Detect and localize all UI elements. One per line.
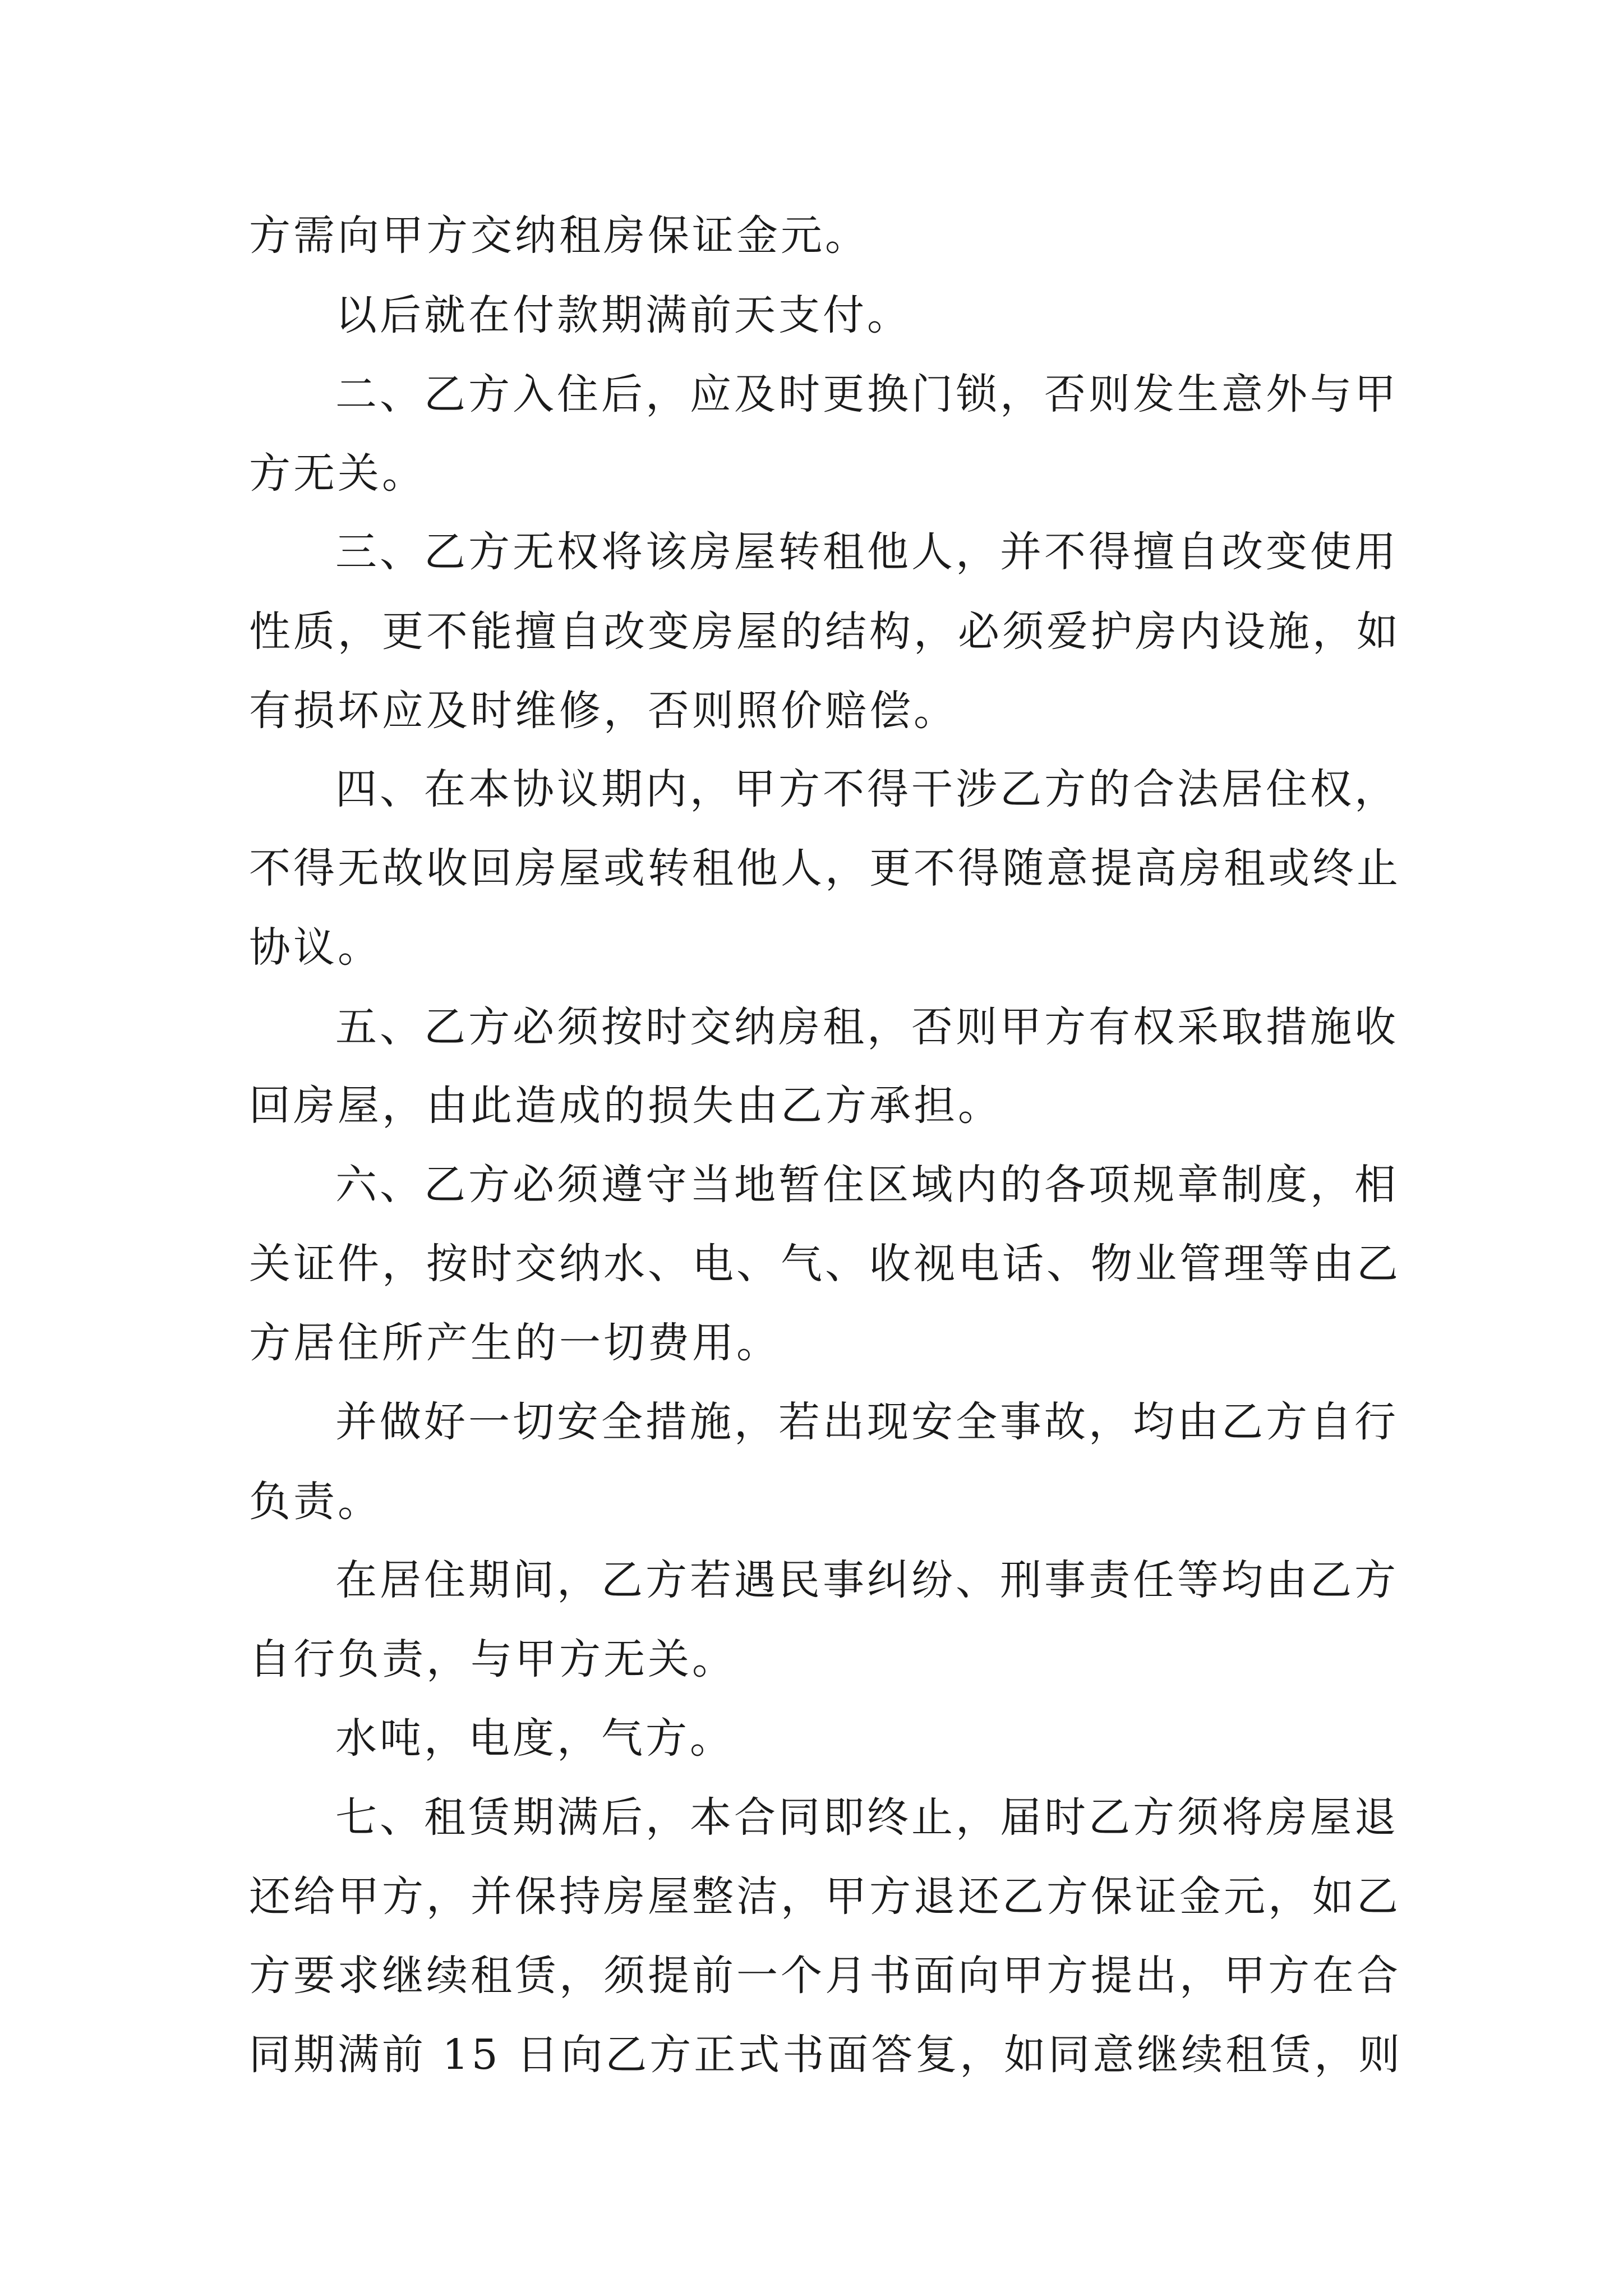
text-line: 协议。 xyxy=(249,923,382,972)
text-line: 方需向甲方交纳租房保证金元。 xyxy=(249,211,869,260)
text-line: 同期满前 15 日向乙方正式书面答复，如同意继续租赁，则 xyxy=(249,2031,1403,2079)
text-line: 五、乙方必须按时交纳房租，否则甲方有权采取措施收 xyxy=(335,1003,1399,1051)
text-line: 六、乙方必须遵守当地暂住区域内的各项规章制度，相 xyxy=(335,1161,1399,1209)
text-line: 性质，更不能擅自改变房屋的结构，必须爱护房内设施，如 xyxy=(249,608,1401,656)
text-line: 并做好一切安全措施，若出现安全事故，均由乙方自行 xyxy=(335,1398,1399,1446)
text-line: 方要求继续租赁，须提前一个月书面向甲方提出，甲方在合 xyxy=(249,1952,1401,2000)
text-line: 关证件，按时交纳水、电、气、收视电话、物业管理等由乙 xyxy=(249,1240,1401,1288)
text-line: 三、乙方无权将该房屋转租他人，并不得擅自改变使用 xyxy=(335,528,1399,576)
text-line: 七、租赁期满后，本合同即终止，届时乙方须将房屋退 xyxy=(335,1793,1399,1842)
text-line: 负责。 xyxy=(249,1478,382,1526)
text-line: 自行负责，与甲方无关。 xyxy=(249,1635,736,1683)
text-line: 在居住期间，乙方若遇民事纠纷、刑事责任等均由乙方 xyxy=(335,1556,1399,1604)
text-line: 方无关。 xyxy=(249,449,426,498)
text-line: 四、在本协议期内，甲方不得干涉乙方的合法居住权， xyxy=(335,765,1399,813)
text-line: 二、乙方入住后，应及时更换门锁，否则发生意外与甲 xyxy=(335,370,1399,418)
text-line: 以后就在付款期满前天支付。 xyxy=(335,291,911,339)
text-line: 回房屋，由此造成的损失由乙方承担。 xyxy=(249,1082,1002,1130)
text-line: 还给甲方，并保持房屋整洁，甲方退还乙方保证金元，如乙 xyxy=(249,1872,1401,1921)
text-line: 有损坏应及时维修，否则照价赔偿。 xyxy=(249,687,958,735)
text-line: 不得无故收回房屋或转租他人，更不得随意提高房租或终止 xyxy=(249,844,1401,892)
text-line: 方居住所产生的一切费用。 xyxy=(249,1319,781,1367)
text-line: 水吨，电度，气方。 xyxy=(335,1714,734,1763)
